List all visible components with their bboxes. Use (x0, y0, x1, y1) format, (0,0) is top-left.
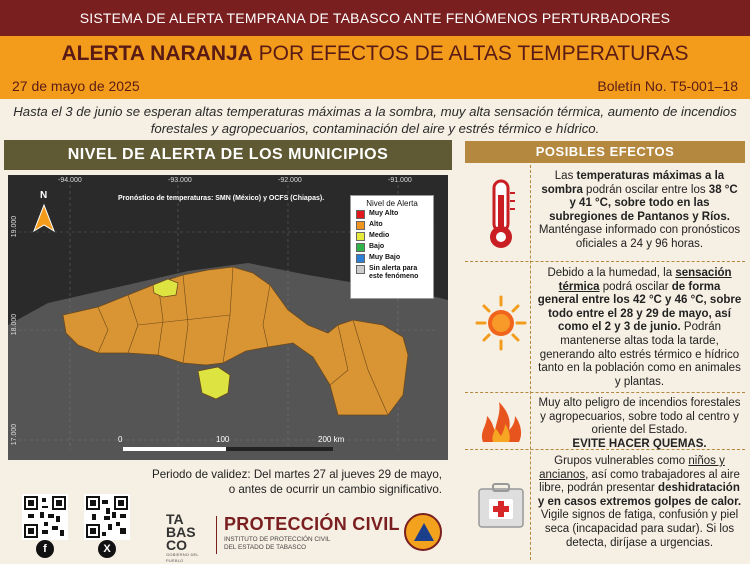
lat-label-3: 17.000 (11, 423, 19, 446)
effect-vulnerable (465, 451, 745, 561)
effect-fires (465, 394, 745, 450)
effect-temperature (465, 165, 745, 262)
sun-icon (473, 293, 529, 358)
validity-line-2: o antes de ocurrir un cambio significativo. (228, 483, 442, 496)
legend-item (356, 254, 428, 263)
proteccion-civil-emblem-icon (404, 513, 442, 551)
legend-title: Nivel de Alerta (366, 199, 418, 208)
lead-text: Hasta el 3 de junio se esperan altas temperaturas máximas a la sombra, muy alta sensación térmica, aumento de incendios forestales y agropecuarios, contaminación del aire y estrés térmico e hídrico. (13, 104, 737, 136)
tabasco-logo: TA BAS CO GOBIERNO DEL PUEBLO (166, 513, 216, 555)
legend-label: Bajo (369, 243, 385, 250)
north-label: N (40, 190, 48, 201)
legend-swatch (356, 265, 365, 274)
legend-swatch (356, 254, 365, 263)
legend-swatch (356, 232, 365, 241)
lat-label-2: 18.000 (11, 313, 19, 336)
lon-label-1: -94.000 (58, 177, 82, 184)
alert-level: ALERTA NARANJA (61, 42, 253, 65)
legend-item (356, 232, 428, 241)
proteccion-civil-subtitle: INSTITUTO DE PROTECCIÓN CIVIL DEL ESTADO DE TABASCO (224, 536, 331, 551)
legend-item (356, 221, 428, 230)
legend-label: Sin alerta para este fenómeno (369, 265, 419, 280)
alert-map (8, 175, 448, 460)
legend-item (356, 210, 428, 219)
bulletin-number: Boletín No. T5-001–18 (597, 78, 738, 94)
legend-label: Medio (369, 232, 390, 239)
effects-header: POSIBLES EFECTOS (465, 141, 745, 163)
legend-label: Muy Bajo (369, 254, 401, 261)
alert-header (0, 36, 750, 99)
scale-100: 100 (216, 435, 230, 444)
municipal-alert-header: NIVEL DE ALERTA DE LOS MUNICIPIOS (4, 140, 452, 170)
effect-heat-index-text: Debido a la humedad, la sensación térmica podrá oscilar de forma general entre los 42 °C y 46 °C, sobre todo entre el 28 y 29 de mayo, así como el 2 y 3 de junio. Podrán mantenerse altas toda la tarde, generando alto estrés térmico e hídrico tanto en la población como en animales y plantas. (537, 267, 742, 388)
x-icon[interactable]: X (98, 540, 116, 558)
legend-item (356, 243, 428, 252)
bulletin-date: 27 de mayo de 2025 (12, 78, 140, 94)
lon-label-2: -93.000 (168, 177, 192, 184)
system-title-bar (0, 0, 750, 36)
legend-item (356, 265, 428, 281)
scale-0: 0 (118, 435, 123, 444)
qr-facebook-icon[interactable] (22, 494, 68, 540)
thermometer-icon (473, 175, 529, 260)
alert-cause: POR EFECTOS DE ALTAS TEMPERATURAS (252, 42, 689, 65)
map-source: Pronóstico de temperaturas: SMN (México) y OCFS (Chiapas). (118, 195, 325, 202)
fire-icon (473, 398, 529, 451)
legend-swatch (356, 221, 365, 230)
effect-fires-text: Muy alto peligro de incendios forestales y agropecuarios, sobre todo al centro y oriente del Estado. EVITE HACER QUEMAS. (538, 397, 741, 450)
map-legend (350, 195, 434, 299)
legend-label: Alto (369, 221, 383, 228)
qr-x-icon[interactable] (84, 494, 130, 540)
effect-vulnerable-text: Grupos vulnerables como niños y ancianos, así como trabajadores al aire libre, podrán presentar deshidratación y en casos extremos golpes de calor. Vigile signos de fatiga, confusión y piel seca (incapacidad para sudar). Si los detecta, diríjase a urgencias. (537, 455, 742, 549)
validity-period (120, 467, 442, 497)
validity-line-1: Periodo de validez: Del martes 27 al jueves 29 de mayo, (151, 468, 442, 481)
legend-swatch (356, 210, 365, 219)
scale-bar (123, 447, 333, 451)
lat-label-1: 19.000 (11, 215, 19, 238)
system-title: SISTEMA DE ALERTA TEMPRANA DE TABASCO ANTE FENÓMENOS PERTURBADORES (79, 10, 671, 26)
scale-200: 200 km (318, 435, 345, 444)
facebook-icon[interactable]: f (36, 540, 54, 558)
tabasco-logo-sub: GOBIERNO DEL PUEBLO (166, 552, 199, 563)
logo-divider (216, 516, 217, 554)
legend-swatch (356, 243, 365, 252)
lon-label-4: -91.000 (388, 177, 412, 184)
alert-title (0, 42, 750, 66)
effect-temperature-text: Las temperaturas máximas a la sombra podrán oscilar entre los 38 °C y 41 °C, sobre todo en las subregiones de Pantanos y Ríos. Manténgase informado con pronósticos oficiales a 24 y 96 horas. (538, 170, 741, 250)
effect-heat-index (465, 263, 745, 393)
first-aid-icon (473, 481, 529, 538)
lon-label-3: -92.000 (278, 177, 302, 184)
legend-label: Muy Alto (369, 210, 399, 217)
proteccion-civil-title: PROTECCIÓN CIVIL (224, 514, 400, 534)
